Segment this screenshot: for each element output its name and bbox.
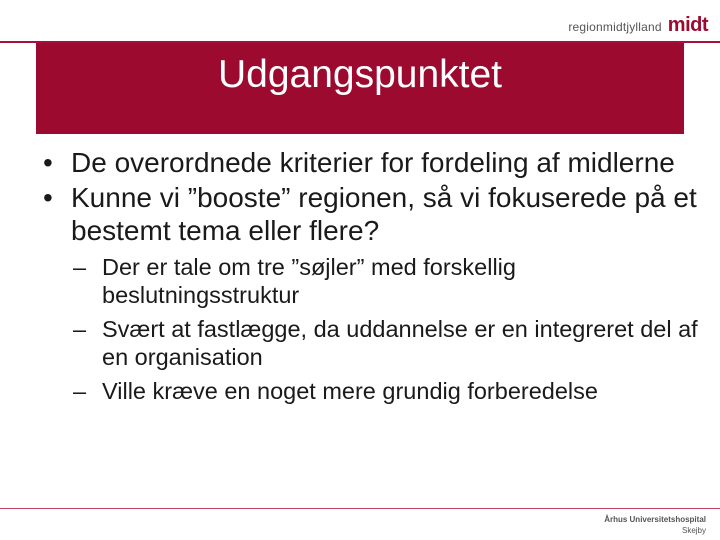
bullet-item [40,146,700,179]
sub-bullet-list [40,253,700,405]
sub-bullet-symbol: – [73,316,87,342]
sub-bullet-text: Der er tale om tre ”søjler” med forskellig beslutningsstruktur [102,254,516,308]
region-logo [568,14,708,38]
bullet-item [40,181,700,247]
footer-divider [0,508,720,509]
bullet-text: De overordnede kriterier for fordeling af midlerne [71,147,675,178]
sub-bullet-symbol: – [73,254,87,280]
slide-body [40,146,700,411]
slide-title: Udgangspunktet [217,53,503,96]
sub-bullet-text: Ville kræve en noget mere grundig forberedelse [102,378,598,404]
hospital-logo-location: Skejby [681,526,706,535]
region-logo-mark: midt [667,14,708,36]
region-logo-text: regionmidtjylland [568,20,662,34]
bullet-symbol: • [43,147,53,178]
bullet-symbol: • [43,182,53,213]
sub-bullet-symbol: – [73,378,87,404]
sub-bullet-item [40,253,700,309]
title-band [36,43,684,134]
sub-bullet-text: Svært at fastlægge, da uddannelse er en integreret del af en organisation [102,316,698,370]
hospital-logo [604,514,706,536]
sub-bullet-item [40,377,700,405]
hospital-logo-name: Århus Universitetshospital [604,515,706,524]
sub-bullet-item [40,315,700,371]
bullet-text: Kunne vi ”booste” regionen, så vi fokuserede på et bestemt tema eller flere? [71,182,697,246]
